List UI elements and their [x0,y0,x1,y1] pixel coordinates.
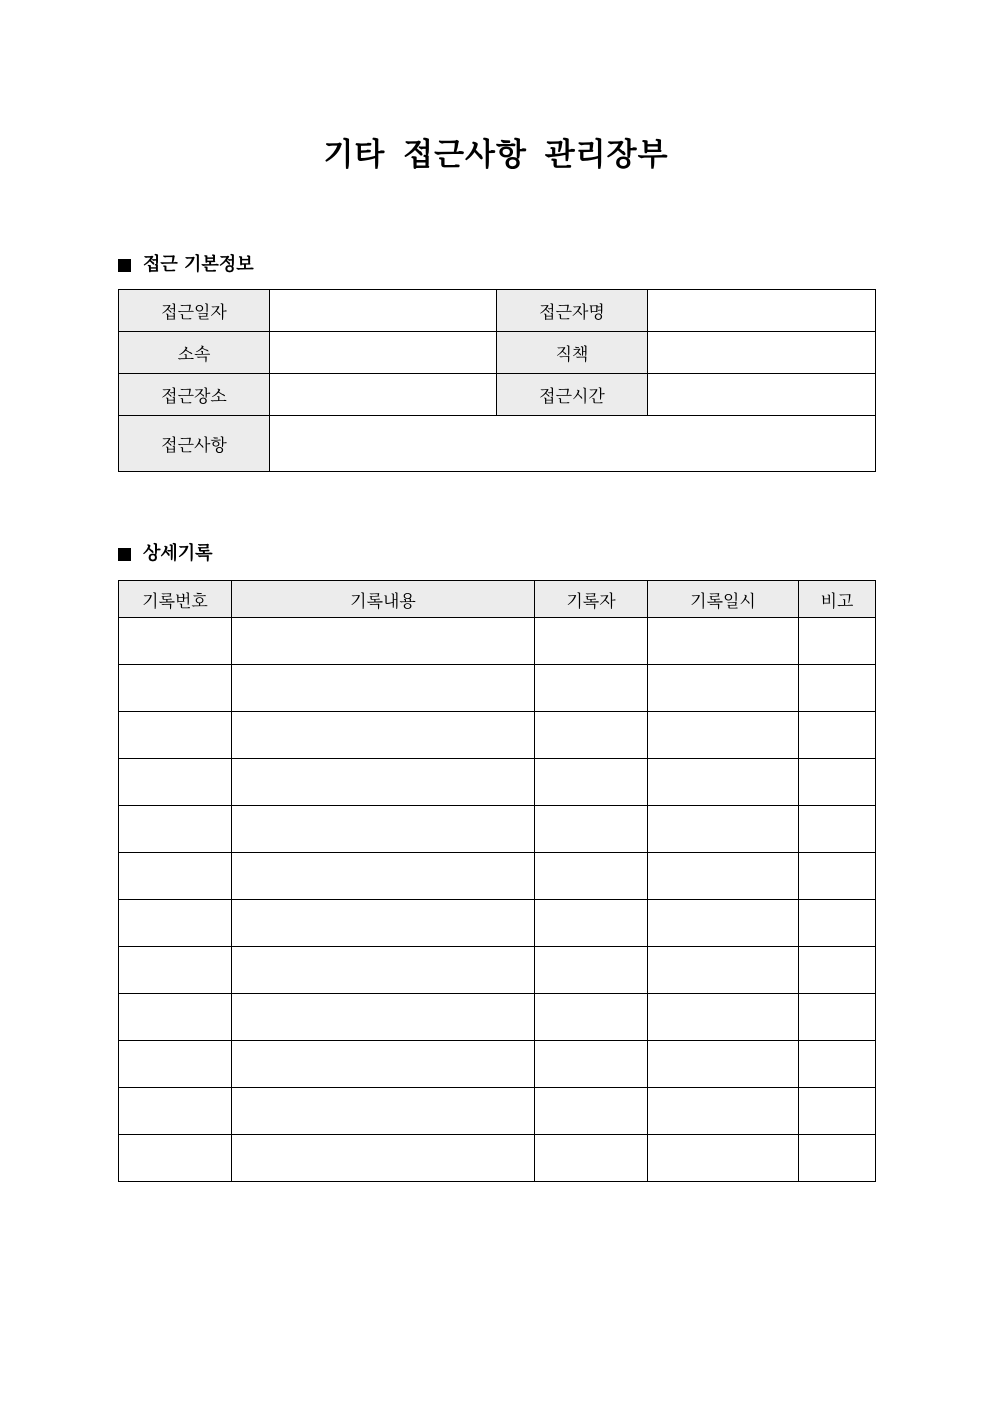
record-datetime-cell[interactable] [648,712,799,759]
record-number-cell[interactable] [119,712,232,759]
remarks-cell[interactable] [799,947,876,994]
square-bullet-icon [118,548,131,561]
basic-info-heading [118,253,254,277]
recorder-cell[interactable] [535,994,648,1041]
accessor-name-label: 접근자명 [497,290,648,332]
remarks-header: 비고 [799,581,876,618]
recorder-cell[interactable] [535,1088,648,1135]
record-content-cell[interactable] [232,1135,535,1182]
table-row [119,806,876,853]
access-date-label: 접근일자 [119,290,270,332]
basic-info-row [119,290,876,332]
record-datetime-cell[interactable] [648,1088,799,1135]
access-details-label: 접근사항 [119,416,270,472]
record-number-cell[interactable] [119,900,232,947]
record-number-cell[interactable] [119,853,232,900]
accessor-name-field[interactable] [648,290,876,332]
affiliation-field[interactable] [270,332,497,374]
table-row [119,618,876,665]
record-datetime-cell[interactable] [648,994,799,1041]
record-datetime-cell[interactable] [648,1041,799,1088]
record-datetime-cell[interactable] [648,900,799,947]
remarks-cell[interactable] [799,1088,876,1135]
remarks-cell[interactable] [799,759,876,806]
position-field[interactable] [648,332,876,374]
recorder-cell[interactable] [535,665,648,712]
basic-info-heading-text: 접근 기본정보 [143,254,254,275]
record-number-cell[interactable] [119,994,232,1041]
recorder-cell[interactable] [535,947,648,994]
remarks-cell[interactable] [799,853,876,900]
record-number-cell[interactable] [119,806,232,853]
record-datetime-cell[interactable] [648,806,799,853]
table-row [119,712,876,759]
table-row [119,947,876,994]
recorder-cell[interactable] [535,900,648,947]
record-content-cell[interactable] [232,900,535,947]
table-row [119,1135,876,1182]
record-content-cell[interactable] [232,1088,535,1135]
affiliation-label: 소속 [119,332,270,374]
recorder-header: 기록자 [535,581,648,618]
record-datetime-cell[interactable] [648,853,799,900]
record-number-cell[interactable] [119,618,232,665]
remarks-cell[interactable] [799,806,876,853]
access-location-field[interactable] [270,374,497,416]
record-number-header: 기록번호 [119,581,232,618]
recorder-cell[interactable] [535,712,648,759]
record-content-cell[interactable] [232,806,535,853]
record-content-cell[interactable] [232,947,535,994]
record-datetime-cell[interactable] [648,1135,799,1182]
position-label: 직책 [497,332,648,374]
record-content-header: 기록내용 [232,581,535,618]
record-datetime-cell[interactable] [648,618,799,665]
record-content-cell[interactable] [232,712,535,759]
remarks-cell[interactable] [799,665,876,712]
record-datetime-cell[interactable] [648,665,799,712]
table-row [119,1041,876,1088]
detail-records-table [118,580,876,1182]
remarks-cell[interactable] [799,994,876,1041]
record-number-cell[interactable] [119,665,232,712]
remarks-cell[interactable] [799,1135,876,1182]
record-content-cell[interactable] [232,994,535,1041]
record-datetime-cell[interactable] [648,947,799,994]
record-number-cell[interactable] [119,1041,232,1088]
record-content-cell[interactable] [232,618,535,665]
table-row [119,1088,876,1135]
record-number-cell[interactable] [119,947,232,994]
table-row [119,900,876,947]
recorder-cell[interactable] [535,1041,648,1088]
access-location-label: 접근장소 [119,374,270,416]
remarks-cell[interactable] [799,900,876,947]
detail-header-row [119,581,876,618]
basic-info-row [119,332,876,374]
access-time-field[interactable] [648,374,876,416]
access-details-field[interactable] [270,416,876,472]
record-datetime-header: 기록일시 [648,581,799,618]
recorder-cell[interactable] [535,759,648,806]
detail-records-heading-text: 상세기록 [143,543,213,564]
recorder-cell[interactable] [535,853,648,900]
basic-info-row [119,416,876,472]
access-time-label: 접근시간 [497,374,648,416]
document-title: 기타 접근사항 관리장부 [323,137,669,173]
recorder-cell[interactable] [535,1135,648,1182]
square-bullet-icon [118,259,131,272]
remarks-cell[interactable] [799,712,876,759]
record-content-cell[interactable] [232,759,535,806]
record-content-cell[interactable] [232,853,535,900]
record-number-cell[interactable] [119,1088,232,1135]
record-content-cell[interactable] [232,665,535,712]
table-row [119,759,876,806]
basic-info-table [118,289,876,472]
remarks-cell[interactable] [799,618,876,665]
record-datetime-cell[interactable] [648,759,799,806]
recorder-cell[interactable] [535,618,648,665]
record-content-cell[interactable] [232,1041,535,1088]
table-row [119,665,876,712]
remarks-cell[interactable] [799,1041,876,1088]
table-row [119,853,876,900]
record-number-cell[interactable] [119,759,232,806]
detail-records-heading [118,542,213,566]
access-date-field[interactable] [270,290,497,332]
recorder-cell[interactable] [535,806,648,853]
table-row [119,994,876,1041]
basic-info-row [119,374,876,416]
record-number-cell[interactable] [119,1135,232,1182]
